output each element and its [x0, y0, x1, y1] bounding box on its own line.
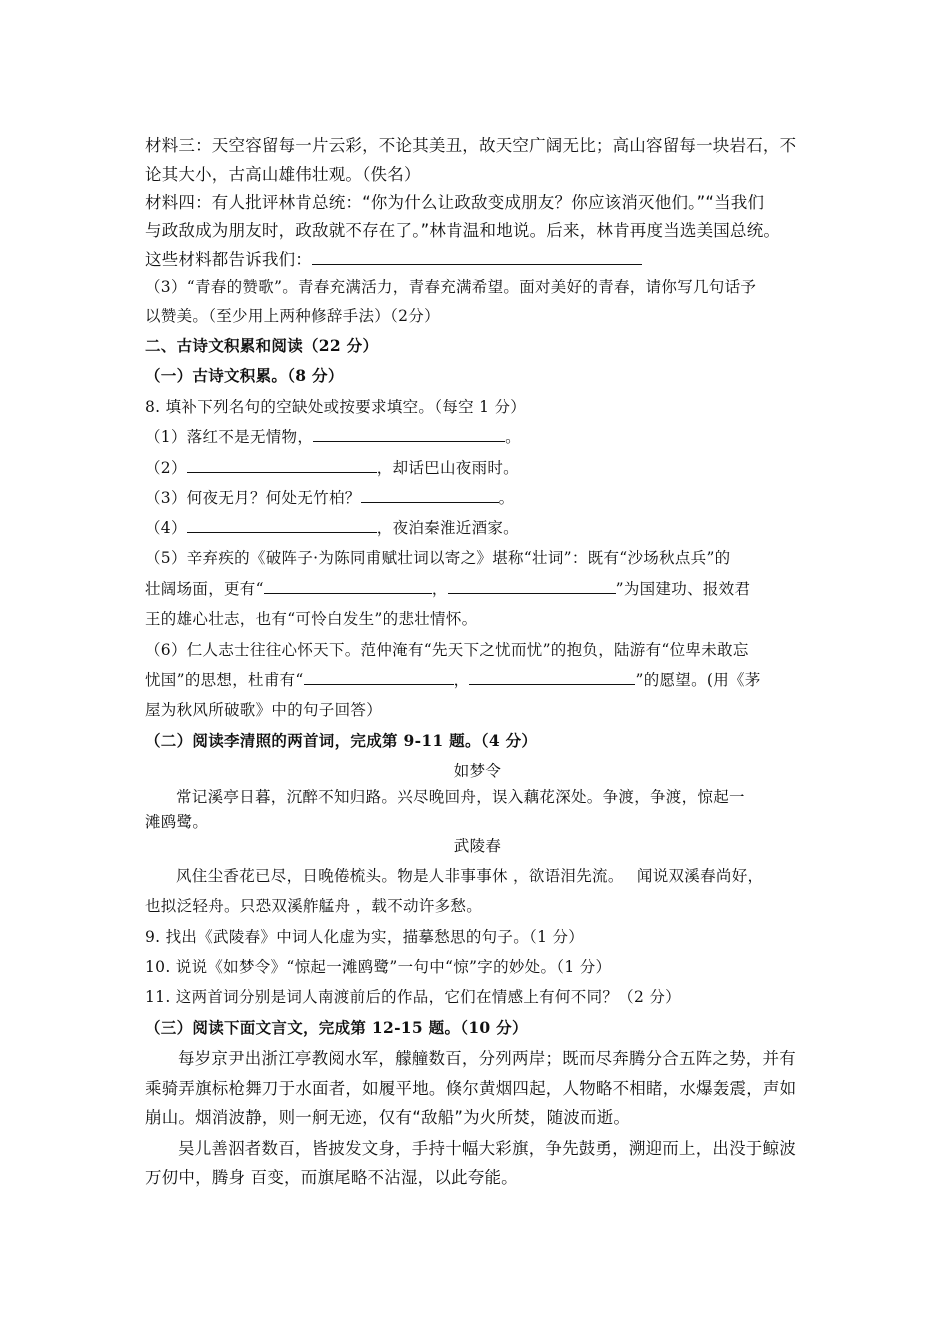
material-three-line-1: 材料三：天空容留每一片云彩，不论其美丑，故天空广阔无比；高山容留每一块岩石，不 — [145, 136, 797, 155]
answer-blank — [187, 458, 377, 473]
materials-conclusion-line — [145, 246, 810, 270]
fill-blank-6-line-1: （6）仁人志士往往心怀天下。范仲淹有“先天下之忧而忧”的抱负，陆游有“位卑未敢忘 — [145, 641, 749, 659]
fill-blank-2-text: ，却话巴山夜雨时。 — [376, 459, 519, 477]
fill-blank-2 — [145, 456, 810, 478]
fill-blank-4 — [145, 516, 810, 538]
fill-blank-5-line-3: 王的雄心壮志，也有“可怜白发生”的悲壮情怀。 — [145, 610, 478, 628]
answer-blank — [312, 250, 642, 265]
poem-wulingchun-line-2: 也拟泛轻舟。只恐双溪舴艋舟 ，载不动许多愁。 — [145, 897, 483, 915]
fill-blank-3-text: （3）何夜无月？何处无竹柏？ — [145, 489, 361, 507]
fill-blank-1 — [145, 425, 810, 447]
material-three-line-2: 论其大小，古高山雄伟壮观。（佚名） — [145, 165, 421, 184]
answer-blank — [469, 670, 635, 685]
fill-blank-1-end: 。 — [505, 428, 521, 446]
subsection-one-heading: （一）古诗文积累。（8 分） — [145, 366, 344, 385]
poem-rumengling-line-2: 滩鸥鹭。 — [145, 813, 209, 831]
fill-blank-5-comma: ， — [431, 580, 448, 598]
question-3-line-2: 以赞美。（至少用上两种修辞手法）（2分） — [145, 307, 440, 325]
fill-blank-4-prefix: （4） — [145, 519, 187, 537]
poem-title-rumengling: 如梦令 — [453, 762, 502, 780]
subsection-three-heading: （三）阅读下面文言文，完成第 12-15 题。（10 分） — [145, 1018, 528, 1037]
question-11: 11. 这两首词分别是词人南渡前后的作品，它们在情感上有何不同？（2 分） — [145, 988, 681, 1006]
fill-blank-5-end: ”为国建功、报效君 — [615, 580, 751, 598]
classical-text-p2-line-1: 吴儿善泅者数百，皆披发文身，手持十幅大彩旗，争先鼓勇，溯迎而上，出没于鲸波 — [178, 1139, 796, 1158]
fill-blank-4-text: ，夜泊秦淮近酒家。 — [376, 519, 519, 537]
classical-text-p2-line-2: 万仞中，腾身 百变，而旗尾略不沾湿，以此夸能。 — [145, 1168, 518, 1187]
question-8-heading: 8. 填补下列名句的空缺处或按要求填空。（每空 1 分） — [145, 398, 527, 416]
fill-blank-6-text: 忧国”的思想，杜甫有“ — [145, 671, 304, 689]
classical-text-p1-line-3: 崩山。烟消波静，则一舸无迹，仅有“敌船”为火所焚，随波而逝。 — [145, 1108, 631, 1127]
answer-blank — [304, 670, 454, 685]
poem-wulingchun-line-1: 风住尘香花已尽，日晚倦梳头。物是人非事事休 ，欲语泪先流。 闻说双溪春尚好， — [176, 867, 764, 885]
fill-blank-6-line-2 — [145, 668, 810, 690]
answer-blank — [448, 579, 616, 594]
fill-blank-3 — [145, 486, 810, 508]
question-10: 10. 说说《如梦令》“惊起一滩鸥鹭”一句中“惊”字的妙处。（1 分） — [145, 958, 612, 976]
section-two-heading: 二、古诗文积累和阅读（22 分） — [145, 336, 379, 355]
classical-text-p1-line-1: 每岁京尹出浙江亭教阅水军，艨艟数百，分列两岸；既而尽奔腾分合五阵之势，并有 — [178, 1049, 796, 1068]
material-four-line-1: 材料四：有人批评林肯总统：“你为什么让政敌变成朋友？你应该消灭他们。”“当我们 — [145, 193, 765, 212]
material-four-line-2: 与政敌成为朋友时，政敌就不存在了。”林肯温和地说。后来，林肯再度当选美国总统。 — [145, 221, 781, 240]
materials-conclusion-prompt: 这些材料都告诉我们： — [145, 250, 312, 269]
fill-blank-6-line-3: 屋为秋风所破歌》中的句子回答） — [145, 701, 383, 719]
fill-blank-5-line-2 — [145, 577, 810, 599]
poem-rumengling-line-1: 常记溪亭日暮，沉醉不知归路。兴尽晚回舟，误入藕花深处。争渡，争渡，惊起一 — [176, 788, 745, 806]
subsection-two-heading: （二）阅读李清照的两首词，完成第 9-11 题。（4 分） — [145, 731, 538, 750]
question-3-line-1: （3）“青春的赞歌”。青春充满活力，青春充满希望。面对美好的青春，请你写几句话予 — [145, 278, 757, 296]
poem-title-wulingchun: 武陵春 — [453, 837, 502, 855]
answer-blank — [361, 488, 499, 503]
fill-blank-2-prefix: （2） — [145, 459, 187, 477]
fill-blank-1-text: （1）落红不是无情物， — [145, 428, 314, 446]
answer-blank — [187, 518, 377, 533]
fill-blank-6-end: ”的愿望。(用《茅 — [635, 671, 761, 689]
answer-blank — [313, 427, 505, 442]
question-9: 9. 找出《武陵春》中词人化虚为实，描摹愁思的句子。（1 分） — [145, 928, 585, 946]
answer-blank — [264, 579, 432, 594]
classical-text-p1-line-2: 乘骑弄旗标枪舞刀于水面者，如履平地。倏尔黄烟四起，人物略不相睹，水爆轰震，声如 — [145, 1079, 797, 1098]
fill-blank-6-comma: ， — [453, 671, 470, 689]
fill-blank-3-end: 。 — [498, 489, 515, 507]
fill-blank-5-text: 壮阔场面，更有“ — [145, 580, 264, 598]
fill-blank-5-line-1: （5）辛弃疾的《破阵子·为陈同甫赋壮词以寄之》堪称“壮词”：既有“沙场秋点兵”的 — [145, 549, 731, 567]
